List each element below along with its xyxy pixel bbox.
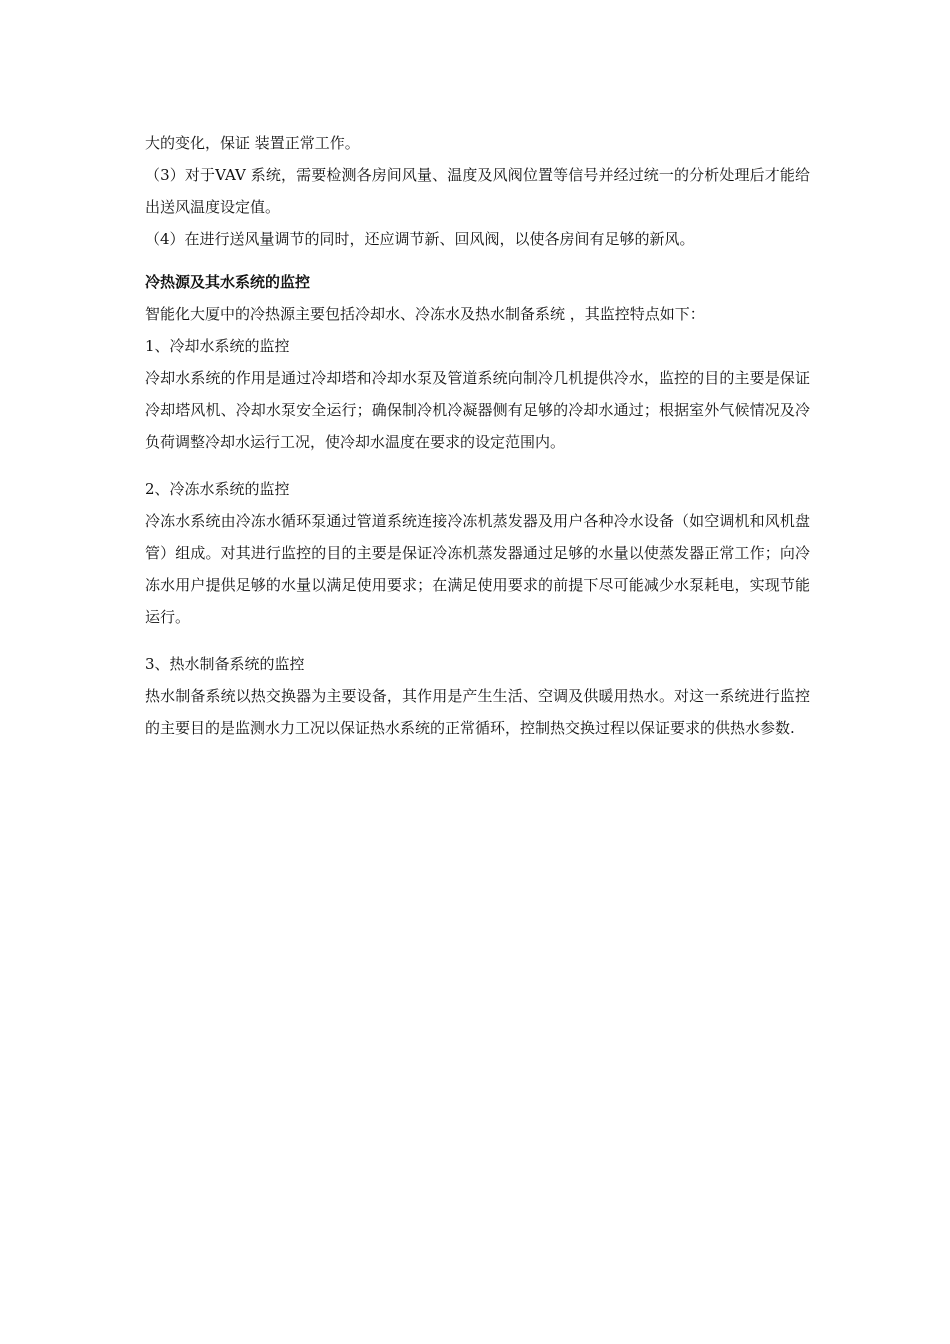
- paragraph-continuation: 大的变化，保证 装置正常工作。: [145, 134, 360, 152]
- paragraph-item-4: （4）在进行送风量调节的同时，还应调节新、回风阀，以使各房间有足够的新风。: [145, 230, 695, 248]
- paragraph-item-3: （3）对于VAV 系统，需要检测各房间风量、温度及风阀位置等信号并经过统一的分析处理后才能给出送风温度设定值。: [145, 166, 810, 216]
- subsection-2-title: 2、冷冻水系统的监控: [145, 480, 290, 498]
- subsection-2-body: 冷冻水系统由冷冻水循环泵通过管道系统连接冷冻机蒸发器及用户各种冷水设备（如空调机和风机盘管）组成。对其进行监控的目的主要是保证冷冻机蒸发器通过足够的水量以使蒸发器正常工作；向冷冻水用户提供足够的水量以满足使用要求；在满足使用要求的前提下尽可能减少水泵耗电，实现节能运行。: [145, 512, 810, 626]
- subsection-1-body: 冷却水系统的作用是通过冷却塔和冷却水泵及管道系统向制冷几机提供冷水，监控的目的主要是保证冷却塔风机、冷却水泵安全运行；确保制冷机冷凝器侧有足够的冷却水通过；根据室外气候情况及冷负荷调整冷却水运行工况，使冷却水温度在要求的设定范围内。: [145, 369, 810, 451]
- subsection-3-body: 热水制备系统以热交换器为主要设备，其作用是产生生活、空调及供暖用热水。对这一系统进行监控的主要目的是监测水力工况以保证热水系统的正常循环，控制热交换过程以保证要求的供热水参数.: [145, 687, 810, 737]
- subsection-1-title: 1、冷却水系统的监控: [145, 337, 290, 355]
- document-body: [145, 127, 810, 744]
- section-intro: 智能化大厦中的冷热源主要包括冷却水、冷冻水及热水制备系统 ，其监控特点如下：: [145, 305, 705, 323]
- section-heading: 冷热源及其水系统的监控: [145, 273, 311, 291]
- subsection-3-title: 3、热水制备系统的监控: [145, 655, 305, 673]
